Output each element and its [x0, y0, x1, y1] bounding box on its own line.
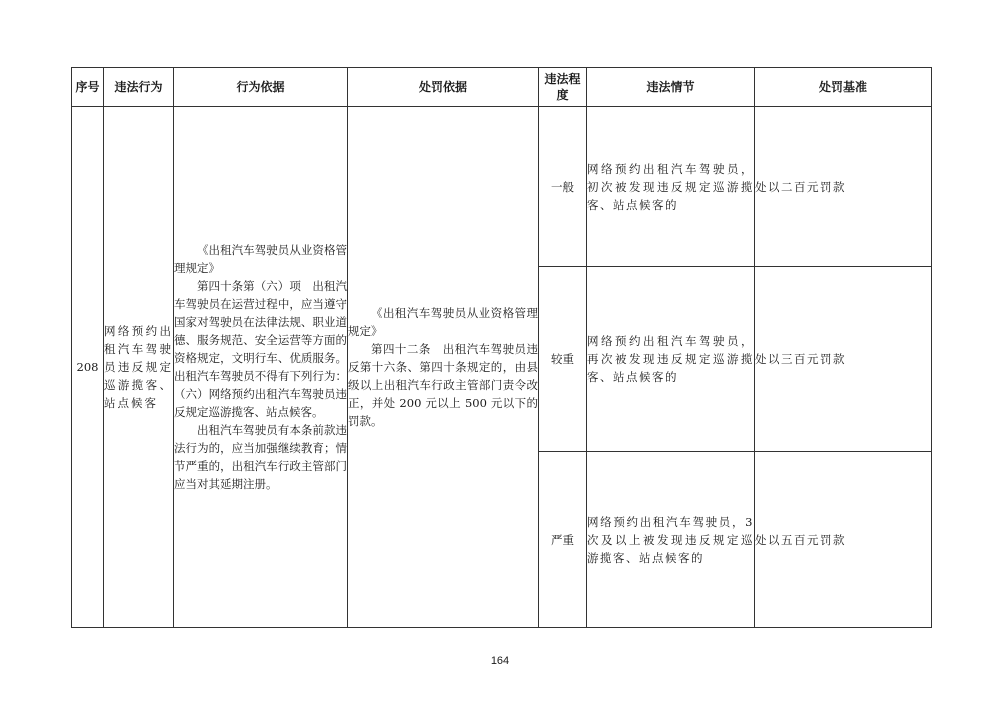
act-basis-article: 第四十条第（六）项 出租汽车驾驶员在运营过程中，应当遵守国家对驾驶员在法律法规、职业道德、服务规范、安全运营等方面的资格规定，文明行车、优质服务。出租汽车驾驶员不得有下列行为：（六）网络预约出租汽车驾驶员违反规定巡游揽客、站点候客。 — [174, 279, 347, 419]
penalty-basis-article: 第四十二条 出租汽车驾驶员违反第十六条、第四十条规定的，由县级以上出租汽车行政主管部门责令改正，并处 200 元以上 500 元以下的罚款。 — [348, 342, 538, 428]
standard-severe: 处以五百元罚款 — [755, 452, 932, 628]
table-header-row — [72, 68, 932, 107]
header-serial-number: 序号 — [72, 68, 104, 107]
header-penalty-standard: 处罚基准 — [755, 68, 932, 107]
circumstance-severe: 网络预约出租汽车驾驶员，3 次及以上被发现违反规定巡游揽客、站点候客的 — [587, 452, 755, 628]
degree-general: 一般 — [539, 107, 587, 267]
act-basis-consequence: 出租汽车驾驶员有本条前款违法行为的，应当加强继续教育；情节严重的，出租汽车行政主管部门应当对其延期注册。 — [174, 423, 347, 491]
standard-serious: 处以三百元罚款 — [755, 267, 932, 452]
item-number: 208 — [72, 107, 104, 628]
header-act-basis: 行为依据 — [174, 68, 348, 107]
header-violation-act: 违法行为 — [104, 68, 174, 107]
degree-serious: 较重 — [539, 267, 587, 452]
penalty-basis-text — [348, 107, 539, 628]
header-violation-degree: 违法程度 — [539, 68, 587, 107]
page-number: 164 — [490, 655, 510, 667]
table-row — [72, 107, 932, 267]
penalty-basis-regulation-title: 《出租汽车驾驶员从业资格管理规定》 — [348, 306, 538, 338]
act-basis-regulation-title: 《出租汽车驾驶员从业资格管理规定》 — [174, 243, 347, 275]
header-penalty-basis: 处罚依据 — [348, 68, 539, 107]
circumstance-serious: 网络预约出租汽车驾驶员，再次被发现违反规定巡游揽客、站点候客的 — [587, 267, 755, 452]
standard-general: 处以二百元罚款 — [755, 107, 932, 267]
circumstance-general: 网络预约出租汽车驾驶员，初次被发现违反规定巡游揽客、站点候客的 — [587, 107, 755, 267]
header-violation-circumstance: 违法情节 — [587, 68, 755, 107]
degree-severe: 严重 — [539, 452, 587, 628]
act-basis-text — [174, 107, 348, 628]
violation-penalty-table — [71, 67, 932, 628]
violation-act-text: 网络预约出租汽车驾驶员违反规定巡游揽客、站点候客 — [104, 107, 174, 628]
